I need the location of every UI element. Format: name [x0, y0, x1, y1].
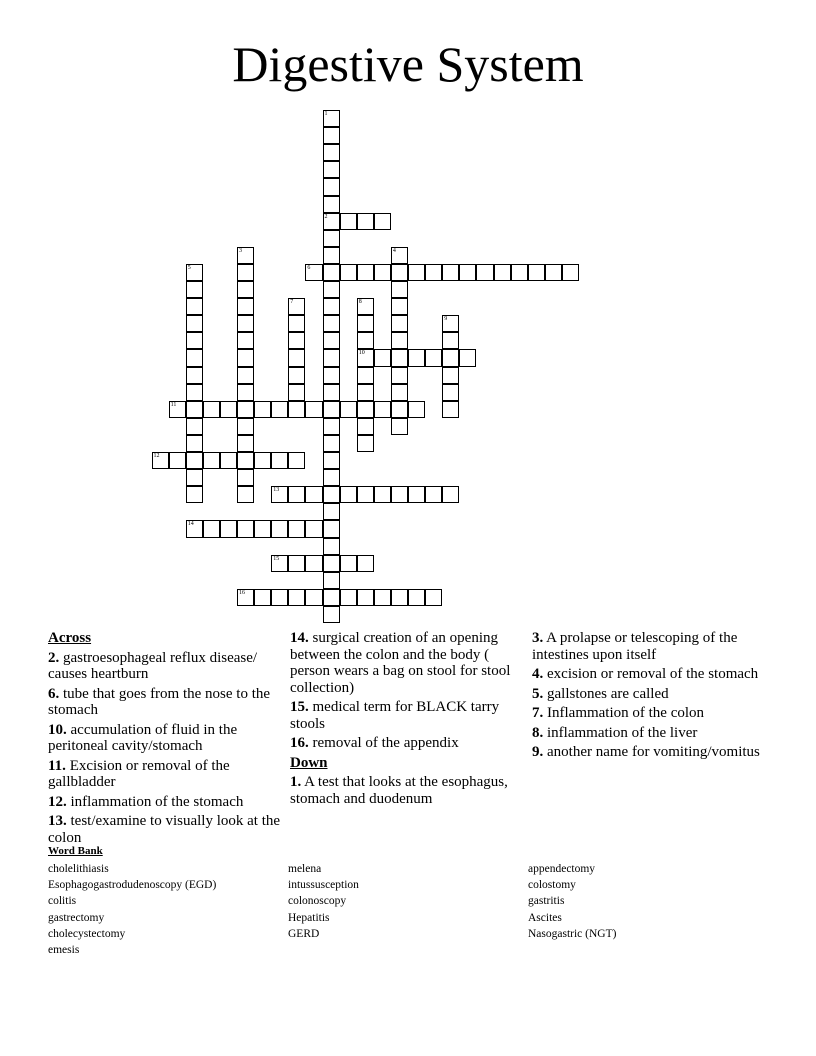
grid-cell[interactable] [323, 469, 340, 486]
clue-text: surgical creation of an opening between the colon and the body ( person wears a bag on stool for stool collection) [290, 630, 511, 696]
grid-cell[interactable] [288, 589, 305, 606]
clue-number: 12 [153, 453, 160, 459]
grid-cell[interactable] [340, 401, 357, 418]
clue-text: Excision or removal of the gallbladder [48, 757, 230, 790]
clue-text: accumulation of fluid in the peritoneal cavity/stomach [48, 721, 238, 754]
grid-cell[interactable] [237, 332, 254, 349]
grid-cell[interactable] [288, 349, 305, 366]
grid-cell[interactable] [186, 315, 203, 332]
clue [532, 725, 768, 742]
grid-cell[interactable] [186, 418, 203, 435]
word-bank-item: Hepatitis [288, 911, 330, 924]
clue-number-label: 7. [532, 705, 544, 721]
grid-cell[interactable] [357, 589, 374, 606]
grid-cell[interactable] [442, 486, 459, 503]
grid-cell[interactable] [237, 315, 254, 332]
grid-cell[interactable] [357, 384, 374, 401]
grid-cell[interactable] [323, 349, 340, 366]
grid-cell[interactable] [374, 264, 391, 281]
grid-cell[interactable] [271, 401, 288, 418]
grid-cell[interactable] [203, 452, 220, 469]
grid-cell[interactable] [271, 555, 288, 572]
clue-number: 1 [324, 111, 328, 117]
grid-cell[interactable] [237, 281, 254, 298]
grid-cell[interactable] [357, 315, 374, 332]
word-bank-item: colostomy [528, 879, 576, 892]
down-heading: Down [290, 754, 328, 771]
grid-cell[interactable] [305, 589, 322, 606]
clue [532, 705, 768, 722]
grid-cell[interactable] [323, 178, 340, 195]
grid-cell[interactable] [374, 349, 391, 366]
clue-text: medical term for BLACK tarry stools [290, 699, 500, 732]
clue-number: 14 [187, 521, 194, 528]
clue-number-label: 1. [290, 774, 302, 790]
grid-cell[interactable] [237, 520, 254, 537]
grid-cell[interactable] [237, 435, 254, 452]
grid-cell[interactable] [220, 401, 237, 418]
grid-cell[interactable] [391, 418, 408, 435]
grid-cell[interactable] [391, 264, 408, 281]
clue-number: 4 [392, 247, 396, 254]
grid-cell[interactable] [186, 401, 203, 418]
grid-cell[interactable] [357, 435, 374, 452]
grid-cell[interactable] [323, 332, 340, 349]
grid-cell[interactable] [374, 401, 391, 418]
grid-cell[interactable] [186, 367, 203, 384]
grid-cell[interactable] [323, 315, 340, 332]
grid-cell[interactable] [391, 384, 408, 401]
grid-cell[interactable] [391, 349, 408, 366]
clue-number-label: 2. [48, 649, 60, 666]
grid-cell[interactable] [237, 452, 254, 469]
grid-cell[interactable] [442, 315, 459, 332]
grid-cell[interactable] [408, 349, 425, 366]
grid-cell[interactable] [528, 264, 545, 281]
grid-cell[interactable] [186, 349, 203, 366]
clue-number-label: 4. [532, 666, 544, 682]
grid-cell[interactable] [374, 589, 391, 606]
grid-cell[interactable] [271, 486, 288, 503]
grid-cell[interactable] [391, 332, 408, 349]
grid-cell[interactable] [186, 298, 203, 315]
grid-cell[interactable] [323, 520, 340, 537]
grid-cell[interactable] [391, 247, 408, 264]
grid-cell[interactable] [323, 298, 340, 315]
grid-cell[interactable] [323, 247, 340, 264]
grid-cell[interactable] [340, 213, 357, 230]
clue-text: another name for vomiting/vomitus [543, 744, 760, 760]
clue-text: A test that looks at the esophagus, stomach and duodenum [290, 774, 508, 807]
grid-cell[interactable] [323, 127, 340, 144]
grid-cell[interactable] [357, 367, 374, 384]
grid-cell[interactable] [288, 367, 305, 384]
grid-cell[interactable] [340, 589, 357, 606]
clue-text: removal of the appendix [308, 735, 459, 751]
clue-number-label: 3. [532, 630, 544, 646]
grid-cell[interactable] [169, 401, 186, 418]
grid-cell[interactable] [305, 555, 322, 572]
word-bank-heading: Word Bank [48, 845, 103, 857]
grid-cell[interactable] [323, 418, 340, 435]
grid-cell[interactable] [408, 486, 425, 503]
clue-number-label: 16. [290, 735, 309, 751]
grid-cell[interactable] [237, 401, 254, 418]
clue [48, 650, 284, 683]
clue [532, 744, 768, 761]
grid-cell[interactable] [391, 298, 408, 315]
grid-cell[interactable] [323, 538, 340, 555]
grid-cell[interactable] [459, 349, 476, 366]
grid-cell[interactable] [323, 196, 340, 213]
clue-text: gallstones are called [543, 685, 669, 702]
word-bank-item: colonoscopy [288, 895, 347, 908]
grid-cell[interactable] [254, 401, 271, 418]
grid-cell[interactable] [391, 315, 408, 332]
page-title: Digestive System [232, 36, 584, 92]
grid-cell[interactable] [288, 555, 305, 572]
grid-cell[interactable] [323, 486, 340, 503]
word-bank-item: melena [288, 863, 322, 875]
grid-cell[interactable] [442, 349, 459, 366]
grid-cell[interactable] [186, 281, 203, 298]
grid-cell[interactable] [186, 384, 203, 401]
grid-cell[interactable] [237, 367, 254, 384]
grid-cell[interactable] [305, 520, 322, 537]
grid-cell[interactable] [237, 247, 254, 264]
grid-cell[interactable] [186, 486, 203, 503]
clue-number-label: 6. [48, 685, 60, 702]
clue-text: inflammation of the stomach [66, 793, 244, 810]
grid-cell[interactable] [545, 264, 562, 281]
clue-number: 5 [187, 264, 191, 271]
grid-cell[interactable] [288, 452, 305, 469]
clue-number: 15 [273, 555, 280, 562]
clue-number-label: 10. [48, 721, 67, 738]
clue [290, 630, 526, 696]
clue-text: tube that goes from the nose to the stomach [48, 685, 271, 718]
grid-cell[interactable] [323, 384, 340, 401]
clue [48, 722, 284, 755]
clue-text: gastroesophageal reflux disease/ causes heartburn [48, 649, 258, 682]
grid-cell[interactable] [323, 606, 340, 623]
grid-cell[interactable] [476, 264, 493, 281]
clue-text: inflammation of the liver [543, 724, 698, 741]
grid-cell[interactable] [305, 486, 322, 503]
clue [290, 699, 526, 732]
across-heading: Across [48, 630, 92, 646]
clue-column [48, 630, 284, 849]
word-bank-column [288, 861, 359, 942]
grid-cell[interactable] [391, 367, 408, 384]
grid-cell[interactable] [391, 589, 408, 606]
word-bank-item: emesis [48, 944, 80, 957]
grid-cell[interactable] [442, 384, 459, 401]
grid-cell[interactable] [391, 486, 408, 503]
grid-cell[interactable] [340, 264, 357, 281]
word-bank-column [48, 861, 216, 958]
grid-cell[interactable] [237, 298, 254, 315]
grid-cell[interactable] [288, 315, 305, 332]
grid-cell[interactable] [459, 264, 476, 281]
word-bank-column [528, 861, 616, 942]
clue-number-label: 8. [532, 724, 544, 741]
clue-number-label: 12. [48, 793, 67, 810]
grid-cell[interactable] [271, 589, 288, 606]
grid-cell[interactable] [357, 555, 374, 572]
clue-number: 9 [444, 316, 448, 323]
word-bank-item: gastritis [528, 895, 565, 908]
grid-cell[interactable] [323, 555, 340, 572]
grid-cell[interactable] [323, 230, 340, 247]
grid-cell[interactable] [442, 264, 459, 281]
grid-cell[interactable] [220, 452, 237, 469]
grid-cell[interactable] [391, 401, 408, 418]
clue-number-label: 14. [290, 630, 309, 646]
grid-cell[interactable] [305, 401, 322, 418]
grid-cell[interactable] [237, 264, 254, 281]
grid-cell[interactable] [323, 452, 340, 469]
grid-cell[interactable] [357, 349, 374, 366]
grid-cell[interactable] [357, 401, 374, 418]
grid-cell[interactable] [323, 572, 340, 589]
grid-cell[interactable] [391, 281, 408, 298]
clue-column [290, 630, 526, 810]
grid-cell[interactable] [237, 486, 254, 503]
word-bank-item: gastrectomy [48, 911, 105, 924]
grid-cell[interactable] [288, 298, 305, 315]
grid-cell[interactable] [186, 435, 203, 452]
grid-cell[interactable] [323, 435, 340, 452]
grid-cell[interactable] [288, 486, 305, 503]
grid-cell[interactable] [357, 213, 374, 230]
grid-cell[interactable] [237, 384, 254, 401]
grid-cell[interactable] [203, 401, 220, 418]
grid-cell[interactable] [562, 264, 579, 281]
grid-cell[interactable] [340, 555, 357, 572]
clue [48, 758, 284, 791]
grid-cell[interactable] [323, 144, 340, 161]
grid-cell[interactable] [323, 281, 340, 298]
grid-cell[interactable] [323, 401, 340, 418]
clue-number: 8 [358, 299, 362, 306]
grid-cell[interactable] [408, 401, 425, 418]
clue-number-label: 15. [290, 699, 309, 715]
clue-text: test/examine to visually look at the colon [48, 813, 281, 846]
grid-cell[interactable] [237, 349, 254, 366]
grid-cell[interactable] [357, 418, 374, 435]
word-bank-item: GERD [288, 927, 320, 940]
grid-cell[interactable] [323, 367, 340, 384]
word-bank-item: Ascites [528, 911, 562, 924]
clue-text: excision or removal of the stomach [543, 666, 759, 682]
clue-number: 16 [239, 589, 245, 596]
grid-cell[interactable] [254, 520, 271, 537]
clue [532, 666, 768, 683]
grid-cell[interactable] [305, 264, 322, 281]
grid-cell[interactable] [186, 520, 203, 537]
clue-column [532, 630, 768, 764]
clue [532, 630, 768, 663]
grid-cell[interactable] [425, 264, 442, 281]
clue [290, 735, 526, 752]
grid-cell[interactable] [237, 589, 254, 606]
grid-cell[interactable] [323, 213, 340, 230]
grid-cell[interactable] [186, 264, 203, 281]
word-bank-item: Nasogastric (NGT) [528, 927, 617, 940]
clue [532, 686, 768, 703]
word-bank-item: cholecystectomy [48, 927, 126, 940]
clue [48, 686, 284, 719]
grid-cell[interactable] [425, 349, 442, 366]
grid-cell[interactable] [374, 213, 391, 230]
grid-cell[interactable] [203, 520, 220, 537]
grid-cell[interactable] [357, 298, 374, 315]
grid-cell[interactable] [323, 503, 340, 520]
grid-cell[interactable] [425, 486, 442, 503]
clue-number: 10 [358, 350, 365, 357]
word-bank-item: appendectomy [528, 863, 596, 875]
grid-cell[interactable] [323, 264, 340, 281]
grid-cell[interactable] [237, 418, 254, 435]
grid-cell[interactable] [169, 452, 186, 469]
clue-number: 3 [239, 247, 242, 254]
grid-cell[interactable] [357, 332, 374, 349]
clue-text: A prolapse or telescoping of the intestines upon itself [532, 630, 738, 663]
clue [48, 794, 284, 811]
grid-cell[interactable] [408, 264, 425, 281]
clue-number-label: 13. [48, 813, 67, 829]
grid-cell[interactable] [288, 401, 305, 418]
clue [290, 774, 526, 807]
grid-cell[interactable] [288, 520, 305, 537]
grid-cell[interactable] [323, 161, 340, 178]
grid-cell[interactable] [442, 401, 459, 418]
grid-cell[interactable] [271, 452, 288, 469]
grid-cell[interactable] [220, 520, 237, 537]
clue-number-label: 5. [532, 685, 544, 702]
grid-cell[interactable] [186, 332, 203, 349]
clue-text: Inflammation of the colon [543, 705, 705, 721]
word-bank-item: cholelithiasis [48, 863, 109, 875]
grid-cell[interactable] [340, 486, 357, 503]
clue-number: 7 [290, 299, 294, 306]
clue-number: 6 [307, 264, 311, 271]
grid-cell[interactable] [237, 469, 254, 486]
grid-cell[interactable] [152, 452, 169, 469]
grid-cell[interactable] [186, 452, 203, 469]
clue-number-label: 11. [48, 757, 66, 774]
grid-cell[interactable] [425, 589, 442, 606]
grid-cell[interactable] [442, 332, 459, 349]
word-bank-item: colitis [48, 895, 77, 908]
grid-cell[interactable] [408, 589, 425, 606]
grid-cell[interactable] [511, 264, 528, 281]
word-bank-item: Esophagogastrodudenoscopy (EGD) [48, 879, 217, 892]
grid-cell[interactable] [374, 486, 391, 503]
grid-cell[interactable] [442, 367, 459, 384]
grid-cell[interactable] [288, 384, 305, 401]
grid-cell[interactable] [323, 589, 340, 606]
grid-cell[interactable] [288, 332, 305, 349]
grid-cell[interactable] [271, 520, 288, 537]
grid-cell[interactable] [254, 452, 271, 469]
clue-number: 11 [170, 401, 177, 408]
clue-number: 2 [324, 213, 328, 220]
grid-cell[interactable] [357, 486, 374, 503]
grid-cell[interactable] [494, 264, 511, 281]
word-bank-item: intussusception [288, 879, 359, 892]
clue [48, 813, 284, 846]
grid-cell[interactable] [323, 110, 340, 127]
clue-number: 13 [273, 487, 280, 494]
grid-cell[interactable] [186, 469, 203, 486]
clue-number-label: 9. [532, 744, 544, 760]
grid-cell[interactable] [357, 264, 374, 281]
grid-cell[interactable] [254, 589, 271, 606]
